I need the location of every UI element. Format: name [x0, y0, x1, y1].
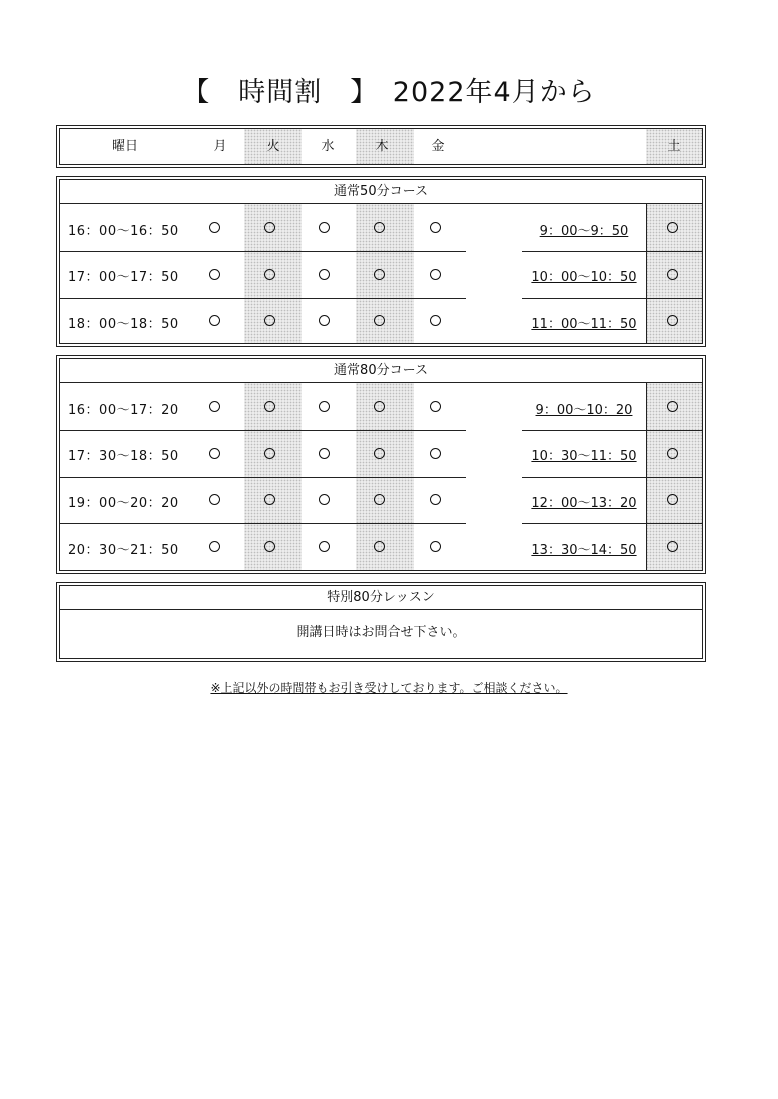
available-mark [209, 401, 220, 412]
row-divider [522, 298, 702, 299]
available-mark [374, 448, 385, 459]
available-mark [667, 541, 678, 552]
available-mark [430, 222, 441, 233]
available-mark [319, 448, 330, 459]
available-mark [319, 401, 330, 412]
available-mark [667, 269, 678, 280]
saturday-time: 9：00～9：50 [539, 224, 629, 239]
available-mark [319, 315, 330, 326]
available-mark [430, 494, 441, 505]
header-label: 曜日 [111, 139, 138, 154]
available-mark [667, 494, 678, 505]
row-divider [60, 251, 466, 252]
day-fri: 金 [431, 139, 445, 154]
available-mark [374, 401, 385, 412]
available-mark [209, 269, 220, 280]
day-thu: 木 [375, 139, 389, 154]
saturday-time: 9：00～10：20 [535, 403, 633, 418]
saturday-time: 11：00～11：50 [531, 317, 637, 332]
page-title: 【 時間割 】 2022年4月から [182, 77, 596, 108]
available-mark [209, 448, 220, 459]
weekday-time: 16：00～16：50 [68, 224, 179, 239]
footnote-text: ※上記以外の時間帯もお引き受けしております。ご相談ください。 [210, 681, 568, 695]
day-header [59, 128, 703, 165]
available-mark [430, 269, 441, 280]
row-divider [522, 477, 702, 478]
available-mark [264, 401, 275, 412]
weekday-time: 17：30～18：50 [68, 449, 179, 464]
available-mark [667, 448, 678, 459]
available-mark [430, 315, 441, 326]
available-mark [209, 494, 220, 505]
row-divider [60, 523, 466, 524]
weekday-time: 18：00～18：50 [68, 317, 179, 332]
available-mark [374, 315, 385, 326]
saturday-time: 13：30～14：50 [531, 543, 637, 558]
available-mark [319, 222, 330, 233]
available-mark [264, 541, 275, 552]
available-mark [374, 494, 385, 505]
saturday-time: 10：30～11：50 [531, 449, 637, 464]
available-mark [264, 269, 275, 280]
row-divider [60, 298, 466, 299]
footnote [0, 679, 778, 696]
available-mark [319, 494, 330, 505]
available-mark [264, 315, 275, 326]
available-mark [264, 448, 275, 459]
day-mon: 月 [213, 139, 227, 154]
course-80-title: 通常80分コース [60, 359, 702, 383]
row-divider [522, 251, 702, 252]
available-mark [374, 222, 385, 233]
course-50-table [59, 179, 703, 344]
available-mark [374, 269, 385, 280]
saturday-time: 10：00～10：50 [531, 270, 637, 285]
day-sat: 土 [667, 139, 681, 154]
shade-thu [356, 204, 414, 343]
special-lesson-title: 特別80分レッスン [60, 586, 702, 610]
available-mark [319, 269, 330, 280]
day-wed: 水 [321, 139, 335, 154]
available-mark [264, 494, 275, 505]
available-mark [209, 541, 220, 552]
available-mark [667, 401, 678, 412]
available-mark [430, 401, 441, 412]
available-mark [667, 222, 678, 233]
available-mark [209, 222, 220, 233]
available-mark [374, 541, 385, 552]
available-mark [430, 541, 441, 552]
row-divider [522, 523, 702, 524]
course-50-title: 通常50分コース [60, 180, 702, 204]
special-lesson-body: 開講日時はお問合せ下さい。 [296, 625, 466, 640]
weekday-time: 19：00～20：20 [68, 496, 179, 511]
available-mark [667, 315, 678, 326]
saturday-time: 12：00～13：20 [531, 496, 637, 511]
available-mark [319, 541, 330, 552]
row-divider [60, 430, 466, 431]
available-mark [430, 448, 441, 459]
available-mark [264, 222, 275, 233]
weekday-time: 16：00～17：20 [68, 403, 179, 418]
weekday-time: 17：00～17：50 [68, 270, 179, 285]
available-mark [209, 315, 220, 326]
special-lesson-box [59, 585, 703, 659]
saturday-divider [646, 204, 647, 343]
course-80-table [59, 358, 703, 571]
row-divider [60, 477, 466, 478]
row-divider [522, 430, 702, 431]
day-tue: 火 [266, 139, 280, 154]
weekday-time: 20：30～21：50 [68, 543, 179, 558]
